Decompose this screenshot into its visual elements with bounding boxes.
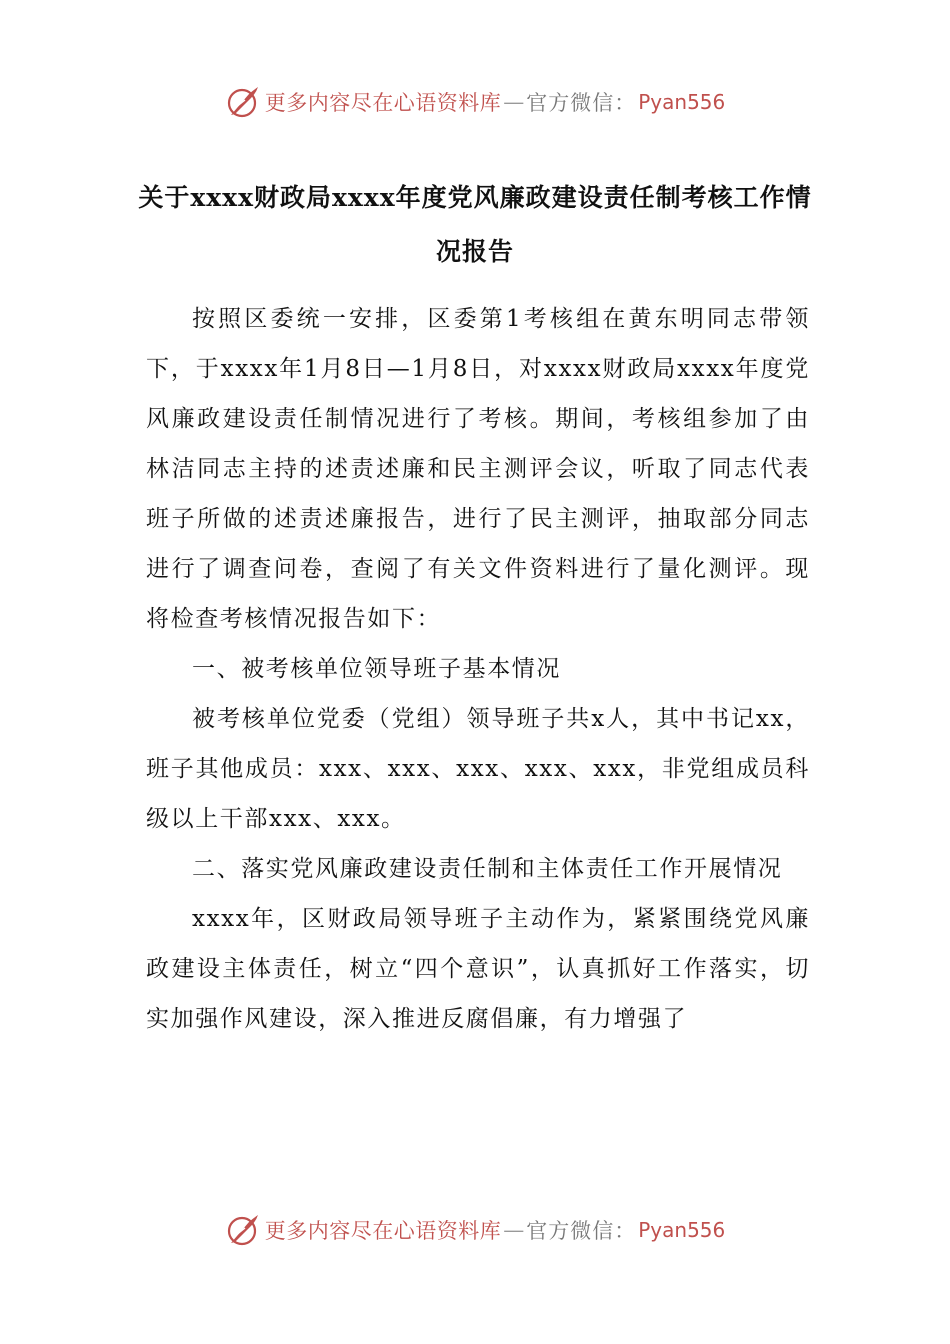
library-text: 更多内容尽在心语资料库	[264, 1219, 502, 1243]
section-heading-1: 一、被考核单位领导班子基本情况	[192, 656, 561, 682]
library-text: 更多内容尽在心语资料库	[264, 91, 502, 115]
banner-separator: —	[503, 90, 525, 114]
wechat-id: Pyan556	[638, 90, 726, 114]
wechat-id: Pyan556	[638, 1218, 726, 1242]
banner-separator: —	[503, 1218, 525, 1242]
body-paragraph: xxxx年，区财政局领导班子主动作为，紧紧围绕党风廉政建设主体责任，树立“四个意识”，认真抓好工作落实，切实加强作风建设，深入推进反腐倡廉，有力增强了	[146, 906, 810, 1032]
document-title: 关于xxxx财政局xxxx年度党风廉政建设责任制考核工作情况报告	[138, 183, 812, 266]
body-paragraph: 被考核单位党委（党组）领导班子共x人，其中书记xx，班子其他成员：xxx、xxx、xxx、xxx、xxx，非党组成员科级以上干部xxx、xxx。	[146, 706, 810, 832]
intro-paragraph: 按照区委统一安排，区委第1考核组在黄东明同志带领下，于xxxx年1月8日—1月8日，对xxxx财政局xxxx年度党风廉政建设责任制情况进行了考核。期间，考核组参加了由林洁同志主持的述责述廉和民主测评会议，听取了同志代表班子所做的述责述廉报告，进行了民主测评，抽取部分同志进行了调查问卷，查阅了有关文件资料进行了量化测评。现将检查考核情况报告如下：	[146, 306, 810, 632]
quill-logo-icon	[225, 84, 261, 120]
document-body	[146, 294, 810, 1044]
header-banner	[0, 82, 950, 122]
official-wechat-label: 官方微信：	[526, 1219, 637, 1243]
section-heading-2: 二、落实党风廉政建设责任制和主体责任工作开展情况	[192, 856, 783, 882]
quill-logo-icon	[225, 1212, 261, 1248]
footer-banner	[0, 1210, 950, 1250]
official-wechat-label: 官方微信：	[526, 91, 637, 115]
